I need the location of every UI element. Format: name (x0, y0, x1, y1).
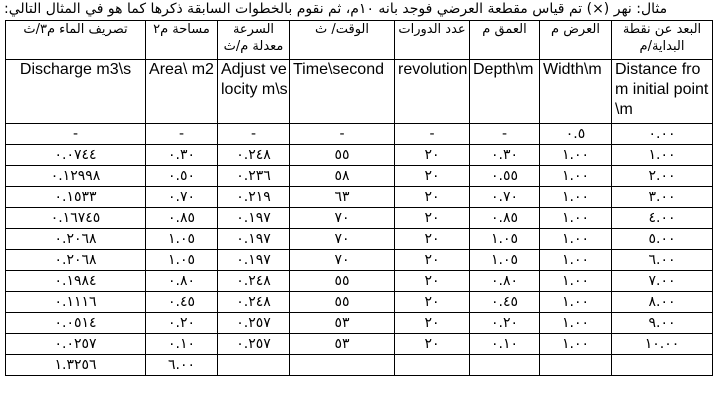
table-cell: ١.٠٠ (540, 271, 612, 292)
table-cell: ٠.١٦٧٤٥ (6, 208, 146, 229)
total-cell (612, 355, 713, 376)
table-cell: ٠.٢٣٦ (218, 166, 290, 187)
table-cell: ٥.٠٠ (612, 229, 713, 250)
table-cell: ٥٣ (290, 313, 395, 334)
table-cell: ١.٠٥ (470, 229, 540, 250)
table-cell: ٠.٠٢٥٧ (6, 334, 146, 355)
table-cell: ٠.٢٠ (470, 313, 540, 334)
table-cell: ١.٠٠ (540, 292, 612, 313)
header-en-cell: Area\ m2 (146, 60, 218, 124)
table-row (6, 145, 713, 166)
total-cell (218, 355, 290, 376)
header-en-cell: Adjust velocity m\s (218, 60, 290, 124)
total-cell: ٦.٠٠ (146, 355, 218, 376)
table-cell: ٢٠ (395, 229, 470, 250)
table-cell: ٠.٢٠٦٨ (6, 250, 146, 271)
table-cell: ٠.١٩٧ (218, 229, 290, 250)
caption-text: مثال: نهر (×) تم قياس مقطعة العرضي فوجد بانه ١٠م، ثم نقوم بالخطوات السابقة ذكرها كما هو في المثال التالي: (4, 1, 668, 17)
header-en-cell: revolution (395, 60, 470, 124)
table-cell: ١٠.٠٠ (612, 334, 713, 355)
total-cell (540, 355, 612, 376)
table-cell: ٠.٣٠ (146, 145, 218, 166)
english-header-row (6, 60, 713, 124)
header-ar-cell: تصريف الماء م٣/ث (6, 21, 146, 60)
table-cell: ٢٠ (395, 271, 470, 292)
table-cell: ١.٠٠ (540, 229, 612, 250)
table-cell: ٠.٢٤٨ (218, 292, 290, 313)
header-ar-cell: العرض م (540, 21, 612, 60)
table-cell: ٠.٨٠ (146, 271, 218, 292)
header-ar-cell: البعد عن نقطة البداية/م (612, 21, 713, 60)
table-cell: - (146, 124, 218, 145)
table-cell: ٨.٠٠ (612, 292, 713, 313)
table-cell: ٠.١٩٨٤ (6, 271, 146, 292)
table-cell: ١.٠٠ (612, 145, 713, 166)
table-cell: ٠.٢٤٨ (218, 271, 290, 292)
table-cell: ١.٠٠ (540, 313, 612, 334)
header-en-cell: Discharge m3\s (6, 60, 146, 124)
table-cell: ٠.٠٠ (612, 124, 713, 145)
table-cell: ٠.١١١٦ (6, 292, 146, 313)
table-cell: ٠.٠٧٤٤ (6, 145, 146, 166)
table-cell: ٠.٥ (540, 124, 612, 145)
table-cell: ٠.٨٥ (146, 208, 218, 229)
table-cell: ٠.٢٠٦٨ (6, 229, 146, 250)
arabic-header-row (6, 21, 713, 60)
table-cell: ٠.٧٠ (146, 187, 218, 208)
table-cell: ٢٠ (395, 166, 470, 187)
table-cell: ١.٠٠ (540, 250, 612, 271)
table-cell: ٥٥ (290, 292, 395, 313)
table-cell: - (470, 124, 540, 145)
table-row (6, 334, 713, 355)
table-cell: ٤.٠٠ (612, 208, 713, 229)
header-en-cell: Depth\m (470, 60, 540, 124)
table-cell: ٠.٤٥ (470, 292, 540, 313)
totals-row (6, 355, 713, 376)
table-cell: ٦.٠٠ (612, 250, 713, 271)
table-cell: ٧.٠٠ (612, 271, 713, 292)
total-cell (290, 355, 395, 376)
header-ar-cell: العمق م (470, 21, 540, 60)
table-cell: ٠.١٩٧ (218, 250, 290, 271)
table-cell: ٠.٨٠ (470, 271, 540, 292)
table-cell: ٢٠ (395, 145, 470, 166)
table-cell: ٥٣ (290, 334, 395, 355)
table-cell: ٠.٠٥١٤ (6, 313, 146, 334)
example-caption (0, 0, 717, 20)
table-cell: ٠.٢٥٧ (218, 334, 290, 355)
table-cell: ٠.٢٠ (146, 313, 218, 334)
table-cell: ١.٠٠ (540, 166, 612, 187)
table-cell: ٢٠ (395, 208, 470, 229)
table-cell: ٧٠ (290, 250, 395, 271)
table-cell: - (290, 124, 395, 145)
total-cell (470, 355, 540, 376)
table-cell: ٠.٢١٩ (218, 187, 290, 208)
header-en-cell: Width\m (540, 60, 612, 124)
table-cell: ٣.٠٠ (612, 187, 713, 208)
table-row (6, 271, 713, 292)
total-cell (395, 355, 470, 376)
header-ar-cell: عدد الدورات (395, 21, 470, 60)
table-cell: ١.٠٠ (540, 334, 612, 355)
table-cell: ٠.١٥٣٣ (6, 187, 146, 208)
table-cell: - (6, 124, 146, 145)
table-cell: ١.٠٥ (470, 250, 540, 271)
table-row (6, 313, 713, 334)
table-row (6, 208, 713, 229)
river-discharge-table (5, 20, 713, 376)
table-cell: ٠.٥٥ (470, 166, 540, 187)
table-row (6, 166, 713, 187)
table-cell: ٠.٤٥ (146, 292, 218, 313)
table-cell: ٠.٨٥ (470, 208, 540, 229)
table-row (6, 187, 713, 208)
table-cell: ٥٥ (290, 145, 395, 166)
table-cell: ٠.١٠ (146, 334, 218, 355)
table-cell: ٠.١٠ (470, 334, 540, 355)
table-cell: ٠.٣٠ (470, 145, 540, 166)
table-cell: ٠.١٩٧ (218, 208, 290, 229)
table-cell: ٢.٠٠ (612, 166, 713, 187)
table-cell: ٢٠ (395, 250, 470, 271)
table-cell: - (395, 124, 470, 145)
header-ar-cell: الوقت/ ث (290, 21, 395, 60)
table-cell: ٠.٢٤٨ (218, 145, 290, 166)
table-cell: ٦٣ (290, 187, 395, 208)
header-ar-cell: مساحة م٢ (146, 21, 218, 60)
header-ar-cell: السرعة معدلة م/ث (218, 21, 290, 60)
table-row (6, 292, 713, 313)
table-cell: ١.٠٠ (540, 187, 612, 208)
table-cell: ١.٠٠ (540, 208, 612, 229)
table-row (6, 250, 713, 271)
table-cell: ٢٠ (395, 334, 470, 355)
table-cell: ٢٠ (395, 292, 470, 313)
table-cell: ٩.٠٠ (612, 313, 713, 334)
table-cell: ٠.٢٥٧ (218, 313, 290, 334)
table-cell: ١.٠٠ (540, 145, 612, 166)
table-cell: ٠.١٢٩٩٨ (6, 166, 146, 187)
table-cell: ٥٨ (290, 166, 395, 187)
total-cell: ١.٣٢٥٦ (6, 355, 146, 376)
table-row (6, 229, 713, 250)
table-cell: ٠.٧٠ (470, 187, 540, 208)
table-cell: ٠.٥٠ (146, 166, 218, 187)
table-cell: - (218, 124, 290, 145)
table-cell: ٧٠ (290, 208, 395, 229)
table-cell: ١.٠٥ (146, 229, 218, 250)
table-row (6, 124, 713, 145)
table-cell: ٢٠ (395, 313, 470, 334)
table-cell: ٥٥ (290, 271, 395, 292)
header-en-cell: Time\second (290, 60, 395, 124)
header-en-cell: Distance from initial point\m (612, 60, 713, 124)
table-cell: ١.٠٥ (146, 250, 218, 271)
table-cell: ٧٠ (290, 229, 395, 250)
table-cell: ٢٠ (395, 187, 470, 208)
